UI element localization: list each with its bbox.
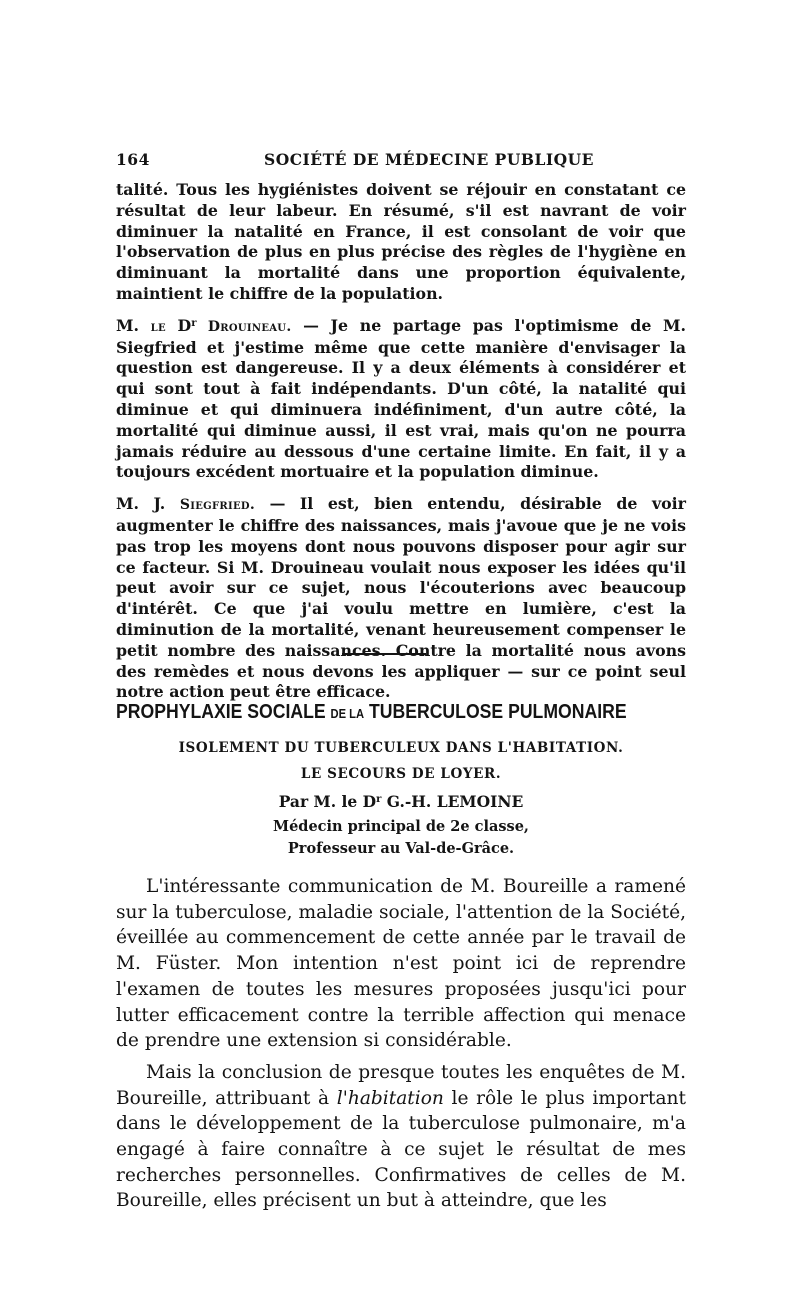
speaker-title-sup: r [191, 317, 197, 329]
speaker-article: le [150, 318, 166, 335]
paragraph-text: — Il est, bien entendu, désirable de voir augmenter le chiffre des naissances, mais j'avoue que je ne vois pas trop les moyens dont nous pouvons disposer pour agir sur ce facteur. Si M. Drouineau voulait nous exposer les idées qu'il peut avoir sur ce sujet, nous l'écouterions avec beaucoup d'intérêt. Ce que j'ai voulu mettre en lumière, c'est la diminution de la mortalité, venant heureusement compenser le petit nombre des naissances. Contre la mortalité nous avons des remèdes et nous devons les appliquer — sur ce point seul notre action peut être efficace. [116, 494, 687, 702]
speaker-name: Siegfried. [179, 497, 256, 514]
article-byline [116, 792, 686, 811]
paragraph-text: Mais la conclusion de presque toutes les enquêtes de M. Boureille, attribuant à [116, 1061, 686, 1109]
title-part: TUBERCULOSE PULMONAIRE [364, 700, 627, 723]
speaker-label [116, 494, 255, 513]
running-header [116, 150, 686, 174]
author-affiliation: Professeur au Val-de-Grâce. [287, 840, 515, 857]
paragraph-drouineau [116, 316, 686, 483]
discussion-section [116, 180, 686, 714]
speaker-name: Drouineau. [196, 318, 292, 335]
speaker-title: D [165, 315, 192, 335]
page-number: 164 [116, 150, 150, 169]
section-divider [342, 653, 426, 655]
author-affiliation: Médecin principal de 2e classe, [273, 818, 529, 835]
speaker-prefix: M. [116, 315, 151, 335]
emphasis-text: l'habitation [336, 1087, 444, 1109]
speaker-prefix: M. J. [116, 494, 180, 514]
article-subtitle: ISOLEMENT DU TUBERCULEUX DANS L'HABITATION. [178, 740, 624, 756]
byline-prefix: Par M. le D [278, 792, 377, 811]
paragraph-continuation [116, 180, 686, 305]
paragraph-text: talité. Tous les hygiénistes doivent se réjouir en constatant ce résultat de leur labeur. En résumé, s'il est navrant de voir diminuer la natalité en France, il est consolant de voir que l'observation de plus en plus précise des règles de l'hygiène en diminuant la mortalité dans une proportion équivalente, maintient le chiffre de la population. [116, 180, 686, 303]
body-paragraph [116, 1060, 686, 1214]
speaker-label [116, 316, 292, 335]
body-paragraph [116, 874, 686, 1054]
title-part: PROPHYLAXIE SOCIALE [116, 700, 331, 723]
running-title: SOCIÉTÉ DE MÉDECINE PUBLIQUE [264, 150, 594, 169]
paragraph-text: — Je ne partage pas l'optimisme de M. Siegfried et j'estime même que cette manière d'envisager la question est dangereuse. Il y a deux éléments à considérer et qui sont tout à fait indépendants. D'un côté, la natalité qui diminue et qui diminuera indéfiniment, d'un autre côté, la mortalité qui diminue aussi, il est vrai, mais qu'on ne pourra jamais réduire au dessous d'une certaine limite. En fait, il y a toujours excédent mortuaire et la population diminue. [116, 315, 686, 482]
paragraph-text: le rôle le plus important dans le développement de la tuberculose pulmonaire, m'a engagé à faire connaître à ce sujet le résultat de mes recherches personnelles. Confirmatives de celles de M. Boureille, elles précisent un but à atteindre, que les [116, 1087, 686, 1212]
article-title [116, 700, 627, 724]
paragraph-text: L'intéressante communication de M. Boureille a ramené sur la tuberculose, maladie sociale, l'attention de la Société, éveillée au commencement de cette année par le travail de M. Füster. Mon intention n'est point ici de reprendre l'examen de toutes les mesures proposées jusqu'ici pour lutter efficacement contre la terrible affection qui menace de prendre une extension si considérable. [116, 876, 686, 1052]
article-subtitle: LE SECOURS DE LOYER. [300, 766, 502, 782]
title-part: DE LA [330, 706, 365, 721]
byline-sup: r [376, 794, 382, 805]
paragraph-siegfried [116, 494, 686, 703]
author-name: G.-H. LEMOINE [381, 792, 524, 811]
article-body [116, 874, 686, 1220]
